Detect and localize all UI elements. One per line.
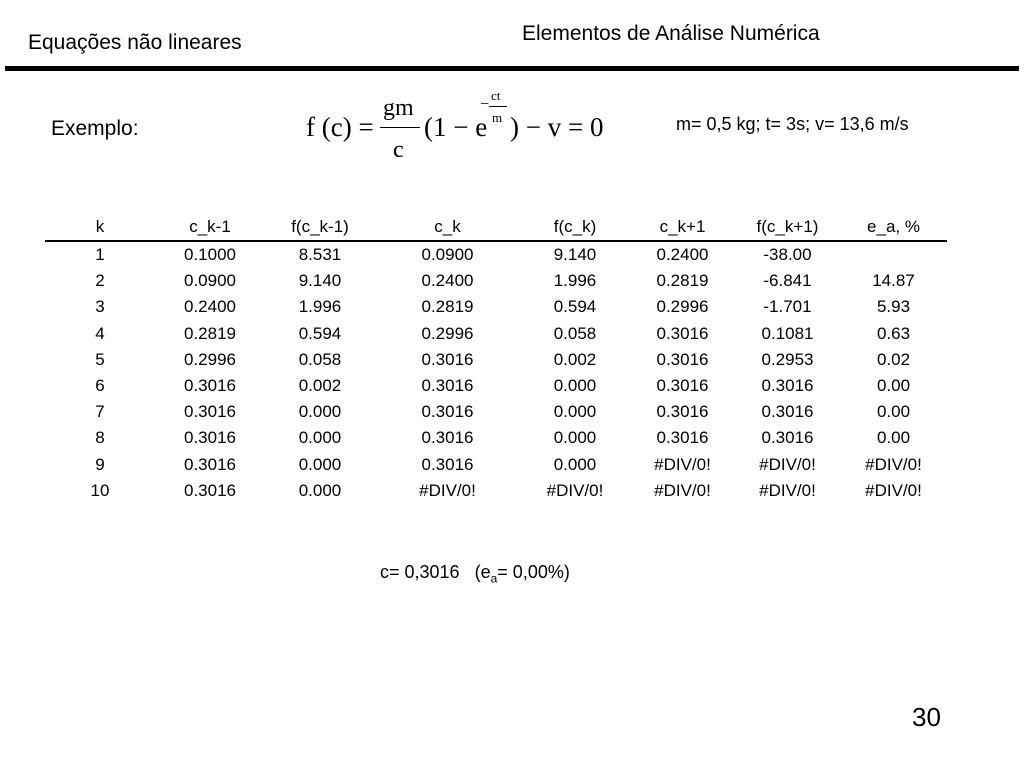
table-cell: 0.2996 [656, 297, 709, 317]
table-cell: 0.0900 [421, 245, 474, 265]
table-cell: 0.000 [298, 402, 342, 422]
equation-fraction-bar [380, 127, 420, 128]
table-cell: #DIV/0! [759, 454, 816, 474]
table-cell: 3 [95, 297, 105, 317]
table-cell: #DIV/0! [865, 454, 922, 474]
table-cell: 9.140 [553, 245, 597, 265]
column-header: f(c_k+1) [735, 214, 840, 241]
table-row [45, 268, 947, 294]
table-cell: 0.00 [876, 402, 911, 422]
table-cell: 0.2400 [656, 245, 709, 265]
parameters-text: m= 0,5 kg; t= 3s; v= 13,6 m/s [676, 114, 909, 134]
table-cell: 0.00 [876, 376, 911, 396]
result-value: c= 0,3016 [380, 562, 460, 582]
table-cell: 0.3016 [421, 428, 474, 448]
table-cell: 0.000 [298, 428, 342, 448]
table-cell: 1 [95, 245, 105, 265]
table-cell: 0.3016 [656, 428, 709, 448]
table-row [45, 347, 947, 373]
table-row [45, 452, 947, 478]
table-cell: 0.3016 [421, 402, 474, 422]
table-cell: 0.3016 [761, 428, 814, 448]
table-cell: #DIV/0! [654, 454, 711, 474]
table-cell: 0.1081 [761, 323, 814, 343]
table-cell: 0.002 [298, 376, 342, 396]
equation-exponent-minus: − [480, 96, 490, 113]
table-cell: 2 [95, 271, 105, 291]
table-row [45, 241, 947, 268]
table-row [45, 373, 947, 399]
table-cell: -38.00 [763, 245, 812, 265]
table-cell: 0.3016 [761, 402, 814, 422]
table-row [45, 294, 947, 320]
table-cell: 9 [95, 454, 105, 474]
table-cell: #DIV/0! [759, 480, 816, 500]
equation-factor-close: ) − v = 0 [510, 112, 604, 142]
table-cell: 0.02 [876, 349, 911, 369]
table-cell: 0.3016 [761, 376, 814, 396]
equation-lhs: f (c) = [306, 112, 374, 142]
equation-exponent-denominator: m [492, 110, 503, 125]
equation-exponent-numerator: ct [491, 88, 501, 103]
table-cell: 0.3016 [421, 349, 474, 369]
table-cell: 0.3016 [184, 376, 236, 396]
table-cell: 0.3016 [421, 376, 474, 396]
table-cell: 0.000 [298, 480, 342, 500]
table-cell: 1.996 [298, 297, 342, 317]
table-cell: #DIV/0! [654, 480, 711, 500]
table-cell: -1.701 [763, 297, 812, 317]
section-title: Equações não lineares [28, 31, 242, 54]
table-cell: 0.000 [553, 454, 597, 474]
table-row [45, 478, 947, 504]
table-body [45, 241, 947, 504]
table-row [45, 399, 947, 425]
table-row [45, 321, 947, 347]
table-cell: 8 [95, 428, 105, 448]
result-error-close: = 0,00%) [497, 562, 570, 582]
table-cell: 0.3016 [656, 323, 709, 343]
table-cell: 5 [95, 349, 105, 369]
table-cell: 5.93 [876, 297, 911, 317]
table-header-row [45, 214, 947, 241]
table-cell: #DIV/0! [865, 480, 922, 500]
table-cell: 0.2400 [421, 271, 474, 291]
result-error-open: (e [474, 562, 491, 582]
table-cell: 0.000 [553, 428, 597, 448]
result-error-subscript: a [490, 571, 498, 586]
column-header: k [45, 214, 155, 241]
table-cell: 10 [90, 480, 110, 500]
table-cell: 0.3016 [184, 402, 236, 422]
example-label: Exemplo: [51, 117, 139, 140]
table-cell: 4 [95, 323, 105, 343]
table-cell: 0.2819 [184, 323, 236, 343]
result-text [380, 562, 570, 586]
table-cell: 0.2400 [184, 297, 236, 317]
course-title: Elementos de Análise Numérica [522, 22, 820, 45]
table-cell: 0.63 [876, 323, 911, 343]
table-cell: #DIV/0! [419, 480, 476, 500]
page-number: 30 [912, 702, 941, 732]
table-cell: 0.1000 [184, 245, 236, 265]
table-cell: 6 [95, 376, 105, 396]
table-cell: 0.3016 [184, 428, 236, 448]
table-cell: 0.2819 [656, 271, 709, 291]
table-cell: 0.2996 [421, 323, 474, 343]
table-cell: 8.531 [298, 245, 342, 265]
table-cell: 0.002 [553, 349, 597, 369]
table-cell: 0.3016 [184, 454, 236, 474]
column-header: c_k+1 [630, 214, 735, 241]
column-header: e_a, % [840, 214, 947, 241]
table-cell: 0.594 [298, 323, 342, 343]
column-header: f(c_k-1) [265, 214, 375, 241]
table-cell [840, 241, 947, 268]
table-cell: 7 [95, 402, 105, 422]
table-cell: 0.3016 [421, 454, 474, 474]
table-row [45, 425, 947, 451]
table-cell: 0.058 [298, 349, 342, 369]
table-cell: 0.594 [553, 297, 597, 317]
table-cell: 0.000 [553, 376, 597, 396]
table-cell: 0.2996 [184, 349, 236, 369]
table-cell: 0.3016 [656, 402, 709, 422]
table-cell: 0.3016 [656, 349, 709, 369]
table-cell: #DIV/0! [546, 480, 604, 500]
table-cell: 0.0900 [184, 271, 236, 291]
table-cell: 0.058 [553, 323, 597, 343]
equation-denominator: c [393, 137, 404, 163]
equation-factor-open: (1 − e [424, 112, 488, 142]
table-cell: 14.87 [872, 271, 915, 291]
column-header: f(c_k) [520, 214, 630, 241]
table-cell: 0.3016 [656, 376, 709, 396]
table-cell: 0.2819 [421, 297, 474, 317]
table-cell: 0.2953 [761, 349, 814, 369]
equation-exponent-bar [489, 106, 507, 107]
table-cell: 1.996 [553, 271, 597, 291]
column-header: c_k-1 [155, 214, 265, 241]
column-header: c_k [375, 214, 520, 241]
header-divider [5, 66, 1019, 71]
table-cell: -6.841 [763, 271, 812, 291]
table-cell: 9.140 [298, 271, 342, 291]
table-cell: 0.3016 [184, 480, 236, 500]
iteration-table [45, 214, 947, 504]
table-cell: 0.000 [553, 402, 597, 422]
equation-numerator: gm [383, 95, 414, 121]
table-cell: 0.00 [876, 428, 911, 448]
table-cell: 0.000 [298, 454, 342, 474]
